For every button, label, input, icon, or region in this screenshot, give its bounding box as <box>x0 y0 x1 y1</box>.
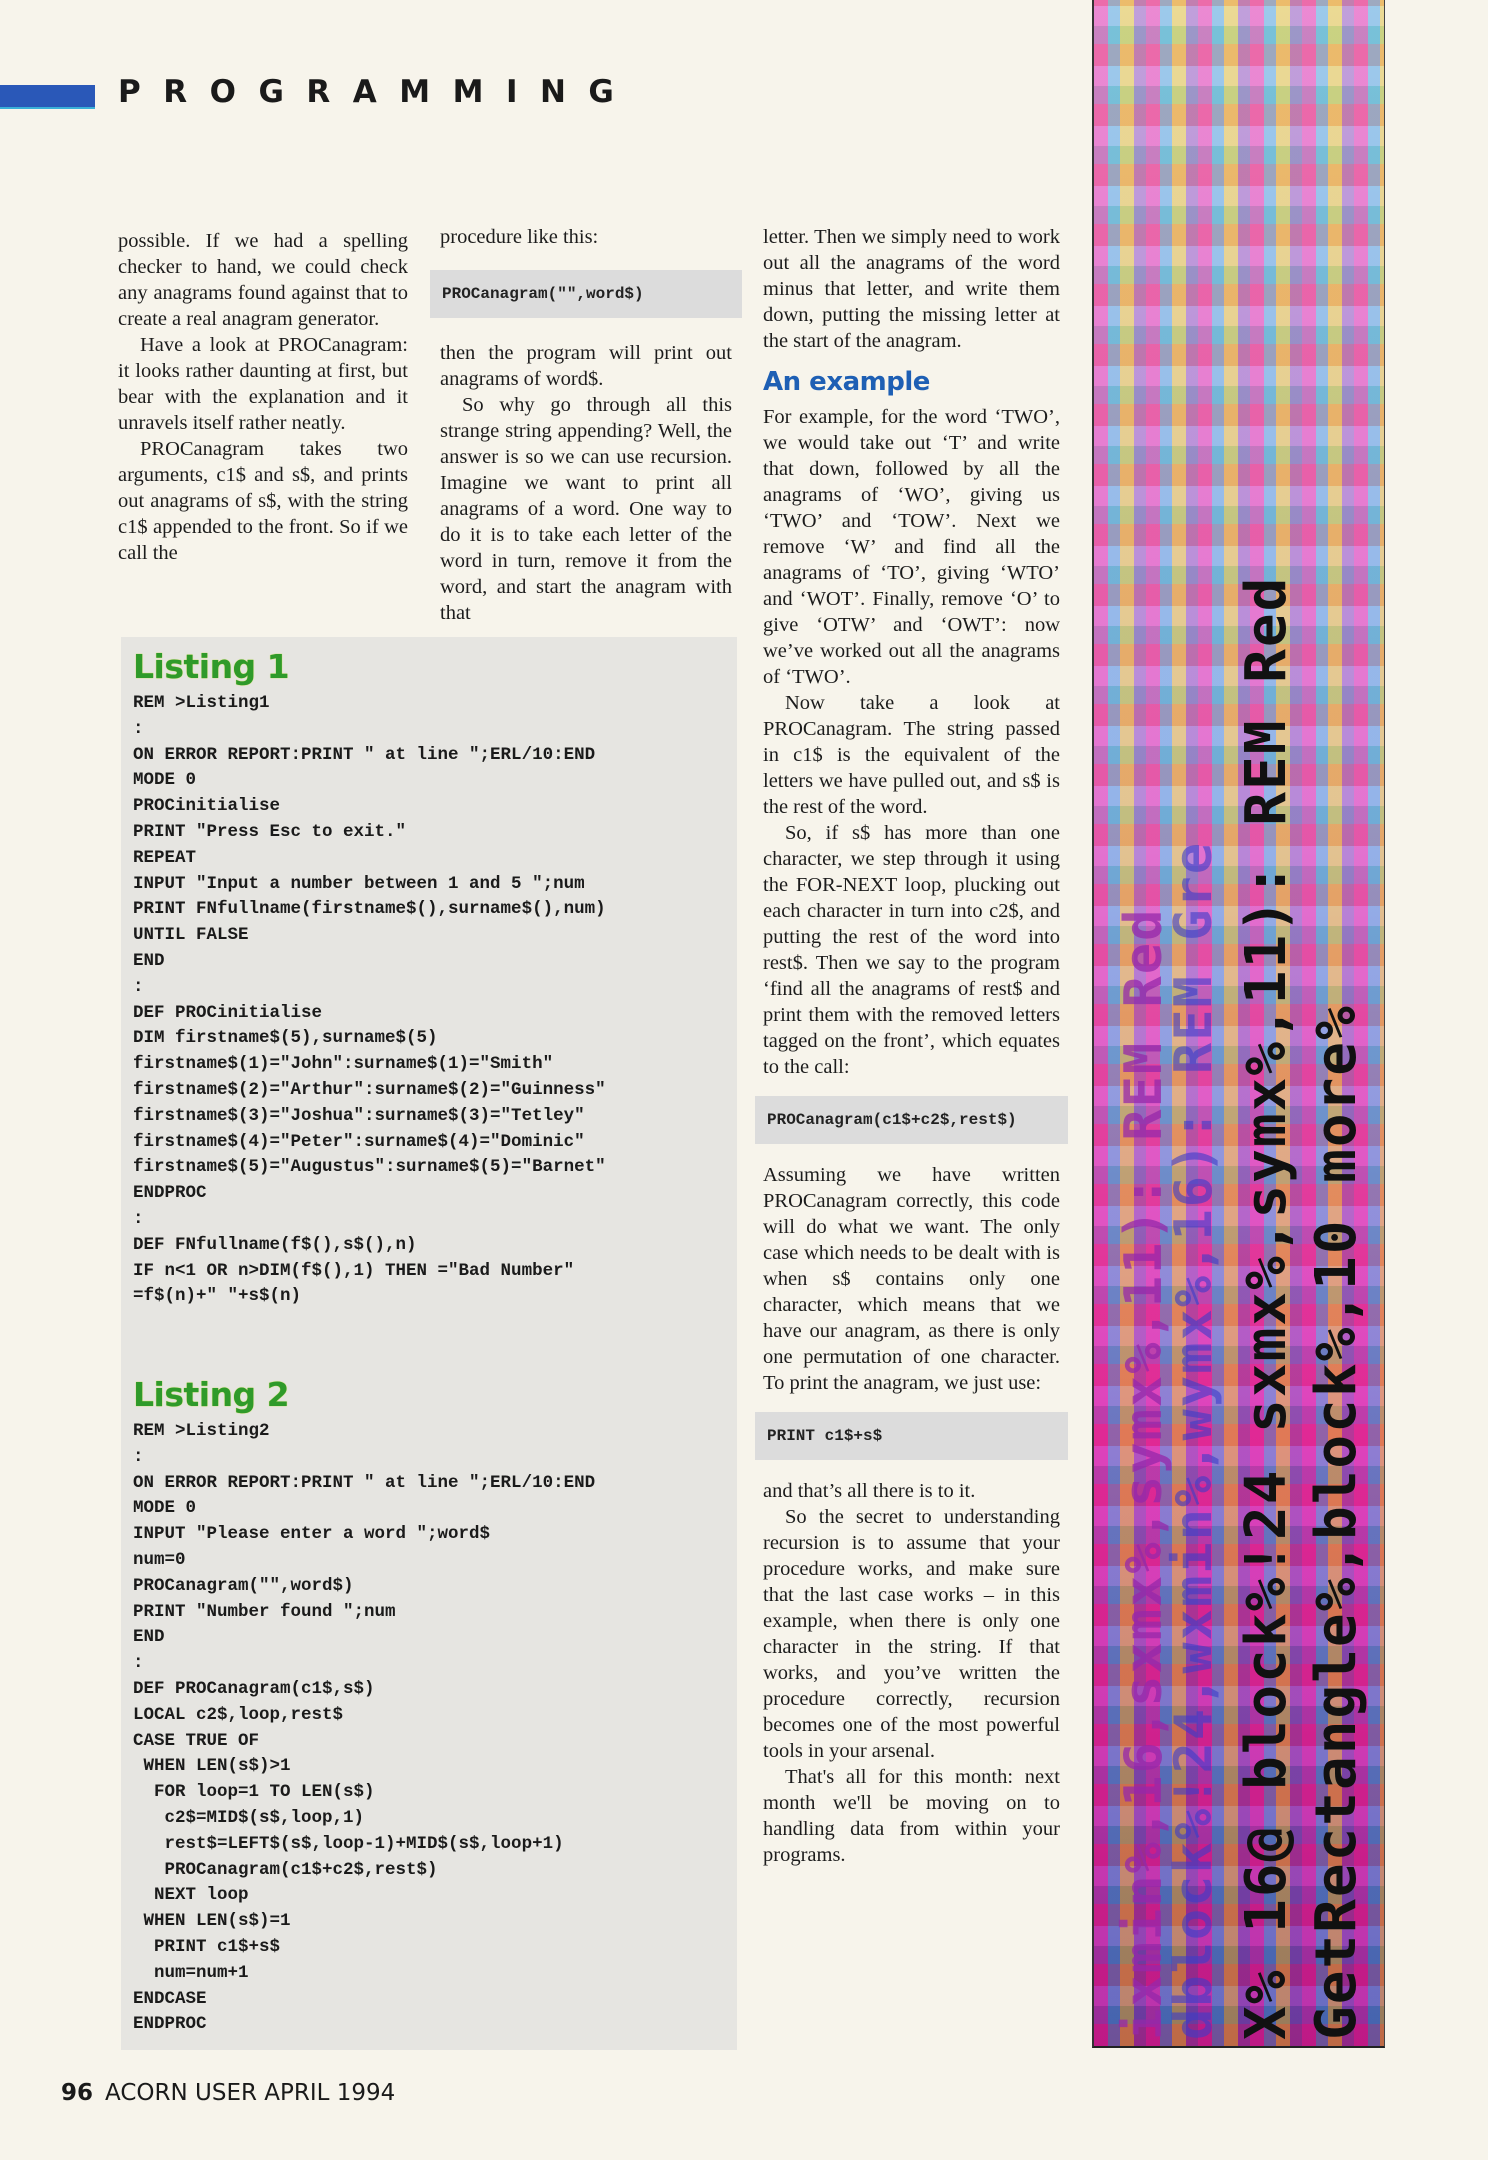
section-title: PROGRAMMING <box>118 74 637 110</box>
text-column-3 <box>763 224 1060 1868</box>
section-color-bar <box>0 85 95 109</box>
paragraph: Assuming we have written PROCanagram correctly, this code will do what we want. The only case which needs to be dealt with is when s$ contains only one character, which means that we have our anagram, as there is only one permutation of one character. To print the anagram, we just use: <box>763 1164 1060 1394</box>
paragraph: That's all for this month: next month we'll be moving on to handling data from within your programs. <box>763 1766 1060 1866</box>
photo-text-line: ixmin%,16,sxmx%,symx%,11): REM Red <box>1114 907 1174 2040</box>
paragraph: Have a look at PROCanagram: it looks rather daunting at first, but bear with the explanation and it unravels itself rather neatly. <box>118 334 408 434</box>
paragraph: So the secret to understanding recursion is to assume that your procedure works, and make sure that the last case works – in this example, when there is only one character in the string. If that works, and you’ve written the procedure correctly, recursion becomes one of the most powerful tools in your arsenal. <box>763 1506 1060 1762</box>
paragraph: and that’s all there is to it. <box>763 1480 976 1502</box>
publication-name: ACORN USER APRIL 1994 <box>105 2080 396 2106</box>
paragraph: PROCanagram takes two arguments, c1$ and s$, and prints out anagrams of s$, with the string c1$ appended to the front. So if we call the <box>118 438 408 564</box>
code-snippet: PROCanagram(c1$+c2$,rest$) <box>755 1096 1068 1144</box>
listing-1-title: Listing 1 <box>133 647 290 686</box>
text-column-1 <box>118 228 408 566</box>
photo-text-line: dblock%!24,wxmin%,wymx%,16): REM Gre <box>1164 840 1224 2040</box>
code-snippet: PRINT c1$+s$ <box>755 1412 1068 1460</box>
subheading: An example <box>763 367 930 397</box>
photo-text-line: GetRectangle%,block%,10 more% <box>1304 1004 1369 2040</box>
photo-text-line: X% 16@ block%!24 sxmx%,symx%,11): REM Red <box>1234 575 1299 2040</box>
text-column-2 <box>440 224 732 626</box>
paragraph: procedure like this: <box>440 226 599 248</box>
paragraph: So why go through all this strange string appending? Well, the answer is so we can use recursion. Imagine we want to print all anagrams of a word. One way to do it is to take each letter of the word in turn, remove it from the word, and start the anagram with that <box>440 394 732 624</box>
paragraph: then the program will print out anagrams of word$. <box>440 342 732 390</box>
screen-photo <box>1092 0 1385 2048</box>
paragraph: For example, for the word ‘TWO’, we would take out ‘T’ and write that down, followed by all the anagrams of ‘WO’, giving us ‘TWO’ and ‘TOW’. Next we remove ‘W’ and find all the anagrams of ‘TO’, giving ‘WTO’ and ‘WOT’. Finally, remove ‘O’ to give ‘OTW’ and ‘OWT’: now we’ve worked out all the anagrams of ‘TWO’. <box>763 406 1060 688</box>
listing-1-code: REM >Listing1 : ON ERROR REPORT:PRINT " at line ";ERL/10:END MODE 0 PROCinitialise PRINT "Press Esc to exit." REPEAT INPUT "Input a number between 1 and 5 ";num PRINT FNfullname(firstname$(),surname$(),num) UNTIL FALSE END : DEF PROCinitialise DIM firstname$(5),surname$(5) firstname$(1)="John":surname$(1)="Smith" firstname$(2)="Arthur":surname$(2)="Guinness" firstname$(3)="Joshua":surname$(3)="Tetley" firstname$(4)="Peter":surname$(4)="Dominic" firstname$(5)="Augustus":surname$(5)="Barnet" ENDPROC : DEF FNfullname(f$(),s$(),n) IF n<1 OR n>DIM(f$(),1) THEN ="Bad Number" =f$(n)+" "+s$(n) <box>133 693 606 1307</box>
page-number: 96 <box>61 2080 94 2106</box>
code-snippet: PROCanagram("",word$) <box>430 270 742 318</box>
paragraph: possible. If we had a spelling checker to hand, we could check any anagrams found against that to create a real anagram generator. <box>118 230 408 330</box>
listing-2-code: REM >Listing2 : ON ERROR REPORT:PRINT " at line ";ERL/10:END MODE 0 INPUT "Please enter a word ";word$ num=0 PROCanagram("",word$) PRINT "Number found ";num END : DEF PROCanagram(c1$,s$) LOCAL c2$,loop,rest$ CASE TRUE OF WHEN LEN(s$)>1 FOR loop=1 TO LEN(s$) c2$=MID$(s$,loop,1) rest$=LEFT$(s$,loop-1)+MID$(s$,loop+1) PROCanagram(c1$+c2$,rest$) NEXT loop WHEN LEN(s$)=1 PRINT c1$+s$ num=num+1 ENDCASE ENDPROC <box>133 1421 596 2035</box>
paragraph: So, if s$ has more than one character, we step through it using the FOR-NEXT loop, plucking out each character in turn into c2$, and putting the rest of the word into rest$. Then we say to the program ‘find all the anagrams of rest$ and print them with the removed letters tagged on the front’, which equates to the call: <box>763 822 1060 1078</box>
listing-2-title: Listing 2 <box>133 1375 290 1414</box>
paragraph: Now take a look at PROCanagram. The string passed in c1$ is the equivalent of the letters we have pulled out, and s$ is the rest of the word. <box>763 692 1060 818</box>
listings-panel <box>121 637 737 2050</box>
paragraph: letter. Then we simply need to work out all the anagrams of the word minus that letter, and write them down, putting the missing letter at the start of the anagram. <box>763 226 1060 352</box>
page-footer <box>61 2080 395 2106</box>
